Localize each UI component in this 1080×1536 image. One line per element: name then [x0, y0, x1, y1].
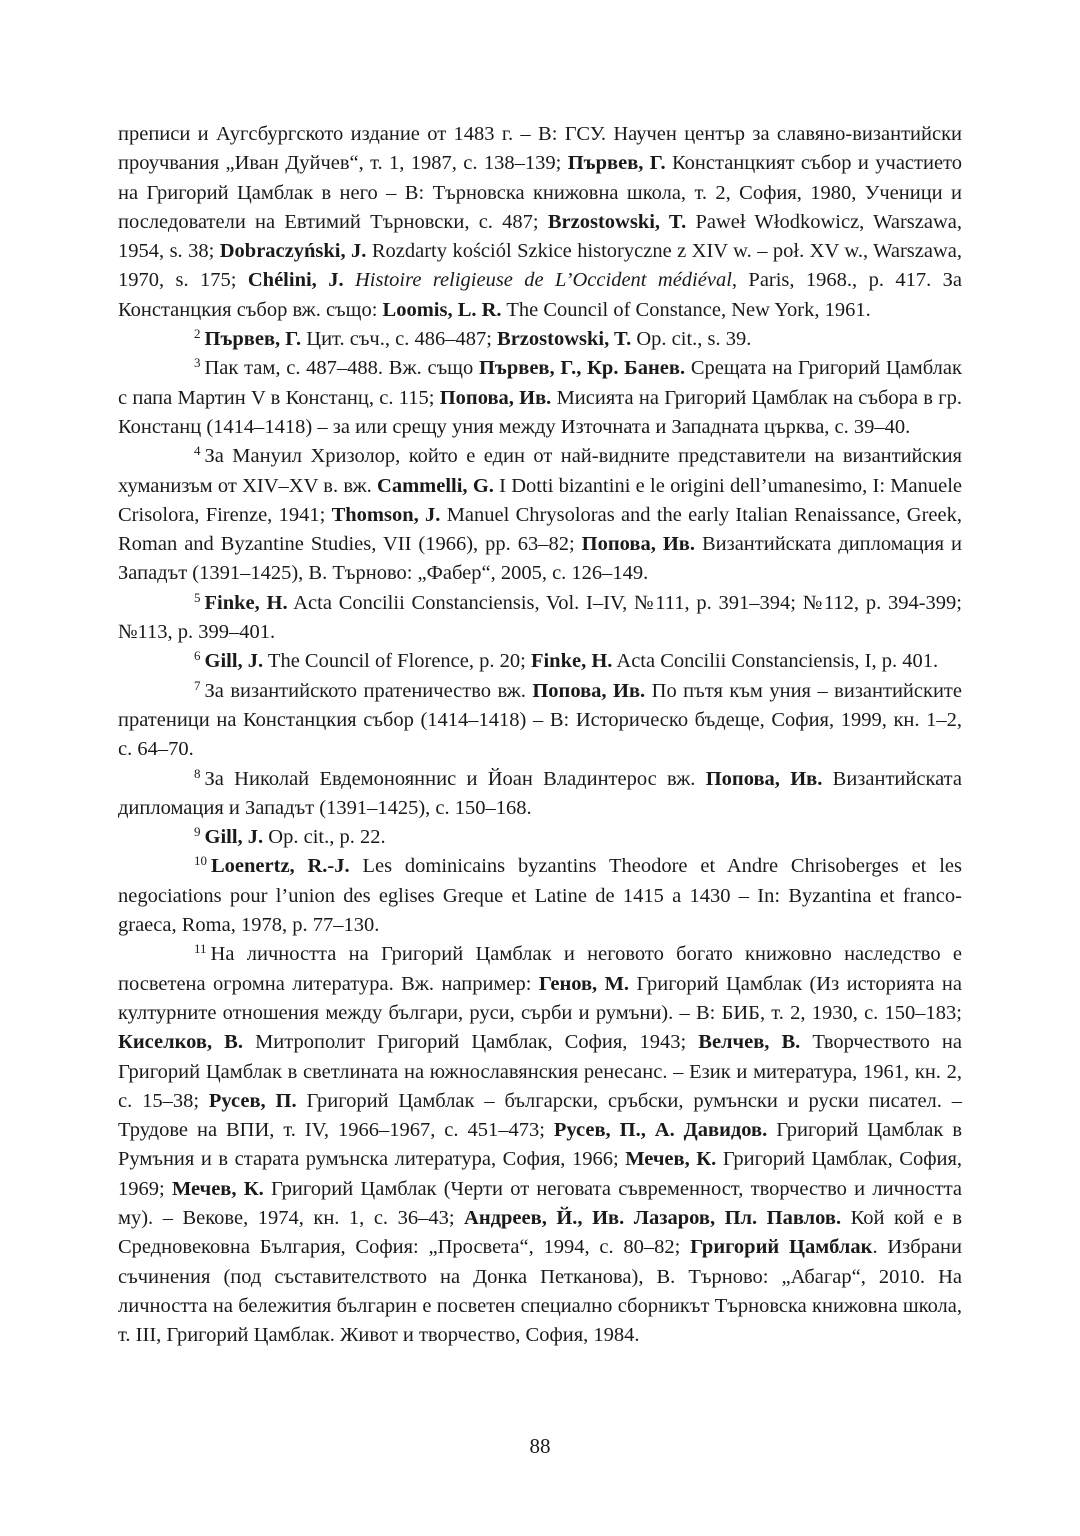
footnote-2: [118, 325, 962, 354]
citation-text: Византийската дипломация и Западът (1391–1425), В. Търново: „Фабер“, 2005, с. 126–149.: [118, 533, 962, 585]
citation-text: Кой кой е в Средновековна България, София: „Просвета“, 1994, с. 80–82;: [118, 1206, 962, 1259]
citation-text: Констанцкият събор и участието на Григорий Цамблак в него – В: Търновска книжовна школа, т. 2, София, 1980, Ученици и последователи на Евтимий Търновски, с. 487;: [118, 152, 962, 233]
citation-text: Срещата на Григорий Цамблак с папа Мартин V в Констанц, с. 115;: [118, 357, 962, 409]
citation-text: Acta Concilii Constanciensis, Vol. I–IV, №111, p. 391–394; №112, p. 394-399; №113, p. 399–401.: [118, 591, 962, 644]
citation-text: Les dominicains byzantins Theodore et Andre Chrisoberges et les negociations pour l’union des eglises Greque et Latine de 1415 a 1430 – In: Byzantina et franco-graeca, Roma, 1978, p. 77–130.: [118, 855, 962, 937]
citation-text: Григорий Цамблак – български, сръбски, румънски и руски писател. – Трудове на ВПИ, т. IV, 1966–1967, с. 451–473;: [118, 1089, 963, 1142]
citation-text: По пътя към уния – византийските пратеници на Констанцкия събор (1414–1418) – В: Историческо бъдеще, София, 1999, кн. 1–2, с. 64–70.: [118, 679, 962, 761]
author-name: Gill, J.: [204, 650, 264, 673]
author-name: Андреев, Й., Ив. Лазаров, Пл. Павлов.: [464, 1206, 842, 1229]
author-name: Попова, Ив.: [705, 767, 823, 790]
author-name: Brzostowski, T.: [547, 210, 687, 233]
footnote-number: 7: [194, 677, 201, 693]
footnote-number: 3: [194, 355, 201, 371]
author-name: Chélini, J.: [247, 269, 344, 292]
author-name: Попова, Ив.: [439, 386, 552, 409]
citation-text: преписи и Аугсбургското издание от 1483 г. – В: ГСУ. Научен център за славяно-византийски проучвания „Иван Дуйчев“, т. 1, 1987, с. 138–139;: [118, 123, 962, 175]
citation-text: Византийската дипломация и Западът (1391–1425), с. 150–168.: [118, 767, 962, 819]
citation-text: За Мануил Хризолор, който е един от най-видните представители на византийския хуманизъм от XIV–XV в. вж.: [118, 445, 962, 497]
author-name: Dobraczyński, J.: [219, 240, 367, 263]
citation-text: Григорий Цамблак (Из историята на културните отношения между българи, руси, сърби и румъни). – В: БИБ, т. 2, 1930, с. 150–183;: [118, 972, 962, 1024]
author-name: Русев, П.: [208, 1089, 297, 1112]
citation-text: I Dotti bizantini e le origini dell’umanesimo, I: Manuele Crisolora, Firenze, 1941;: [118, 474, 963, 526]
author-name: Генов, М.: [538, 972, 630, 995]
author-name: Първев, Г., Кр. Банев.: [478, 357, 686, 380]
footnote-11: [118, 940, 962, 1350]
citation-text: За Николай Евдемонояннис и Йоан Владинтерос вж.: [204, 767, 706, 790]
footnote-8: [118, 765, 962, 824]
author-name: Русев, П., А. Давидов.: [553, 1119, 768, 1142]
author-name: Мечев, К.: [625, 1148, 717, 1171]
author-name: Finke, H.: [204, 591, 288, 614]
author-name: Мечев, К.: [171, 1177, 264, 1200]
author-name: Loenertz, R.-J.: [211, 855, 350, 878]
citation-text: Op. cit., p. 22.: [263, 826, 386, 849]
footnote-continuation: [118, 120, 962, 325]
citation-text: Творчеството на Григорий Цамблак в светлината на южнославянския ренесанс. – Език и митература, 1961, кн. 2, с. 15–38;: [118, 1031, 962, 1112]
footnote-10: [118, 852, 962, 940]
citation-text: Цит. съч., с. 486–487;: [301, 328, 498, 351]
footnotes-block: [118, 120, 962, 1350]
citation-text: Митрополит Григорий Цамблак, София, 1943;: [242, 1031, 699, 1054]
author-name: Попова, Ив.: [532, 679, 646, 702]
author-name: Григорий Цамблак: [690, 1236, 873, 1259]
citation-text: Григорий Цамблак (Черти от неговата съвременност, творчество и личността му). – Векове, 1974, кн. 1, с. 36–43;: [118, 1177, 962, 1229]
author-name: Thomson, J.: [331, 503, 441, 526]
footnote-number: 10: [194, 853, 207, 869]
footnote-number: 8: [194, 765, 201, 781]
citation-text: Мисията на Григорий Цамблак на събора в гр. Констанц (1414–1418) – за или срещу уния между Източната и Западната църква, с. 39–40.: [118, 386, 962, 438]
citation-text: , Paris, 1968., p. 417. За Констанцкия събор вж. също:: [118, 269, 962, 321]
citation-text: . Избрани съчинения (под съставителството на Донка Петканова), В. Търново: „Абагар“, 2010. На личността на бележития българин е посветен специално сборникът Търновска книжовна школа, т. III, Григорий Цамблак. Живот и творчество, София, 1984.: [118, 1236, 963, 1347]
footnote-number: 6: [194, 648, 201, 664]
citation-text: За византийското пратеничество вж.: [204, 679, 533, 702]
citation-text: Manuel Chrysoloras and the early Italian Renaissance, Greek, Roman and Byzantine Studies, VII (1966), pp. 63–82;: [118, 503, 963, 556]
footnote-number: 11: [194, 941, 207, 957]
author-name: Loomis, L. R.: [382, 298, 502, 321]
italic-title: Histoire religieuse de L’Occident médiéval: [354, 269, 732, 292]
footnote-6: [118, 647, 962, 676]
citation-text: Acta Concilii Constanciensis, I, p. 401.: [612, 650, 939, 673]
page-number: 88: [529, 1434, 551, 1458]
citation-text: Rozdarty kościól Szkice historyczne z XIV w. – poł. XV w., Warszawa, 1970, s. 175;: [118, 240, 962, 292]
author-name: Finke, H.: [530, 650, 613, 673]
citation-text: Paweł Włodkowicz, Warszawa, 1954, s. 38;: [118, 210, 963, 263]
author-name: Попова, Ив.: [581, 533, 695, 556]
citation-text: The Council of Constance, New York, 1961.: [501, 298, 871, 321]
author-name: Велчев, В.: [698, 1031, 801, 1054]
author-name: Brzostowski, T.: [497, 328, 632, 351]
author-name: Cammelli, G.: [377, 474, 494, 497]
author-name: Киселков, В.: [118, 1031, 243, 1054]
footnote-3: [118, 354, 962, 442]
footnote-9: [118, 823, 962, 852]
footnote-4: [118, 442, 962, 588]
citation-text: Пак там, с. 487–488. Вж. също: [204, 357, 479, 380]
author-name: Gill, J.: [204, 826, 264, 849]
footnote-number: 4: [194, 443, 201, 459]
author-name: Първев, Г.: [567, 152, 666, 175]
citation-text: Op. cit., s. 39.: [631, 328, 752, 351]
citation-text: На личността на Григорий Цамблак и неговото богато книжовно наследство е посветена огромна литература. Вж. например:: [118, 943, 962, 995]
citation-text: Григорий Цамблак, София, 1969;: [118, 1148, 963, 1200]
footnote-number: 9: [194, 824, 201, 840]
footnote-number: 2: [194, 326, 201, 342]
citation-text: [344, 269, 355, 291]
footnote-5: [118, 589, 962, 648]
footnote-number: 5: [194, 589, 201, 605]
author-name: Първев, Г.: [204, 328, 302, 351]
citation-text: The Council of Florence, p. 20;: [263, 650, 531, 673]
footnote-7: [118, 677, 962, 765]
citation-text: Григорий Цамблак в Румъния и в старата румънска литература, София, 1966;: [118, 1119, 963, 1171]
